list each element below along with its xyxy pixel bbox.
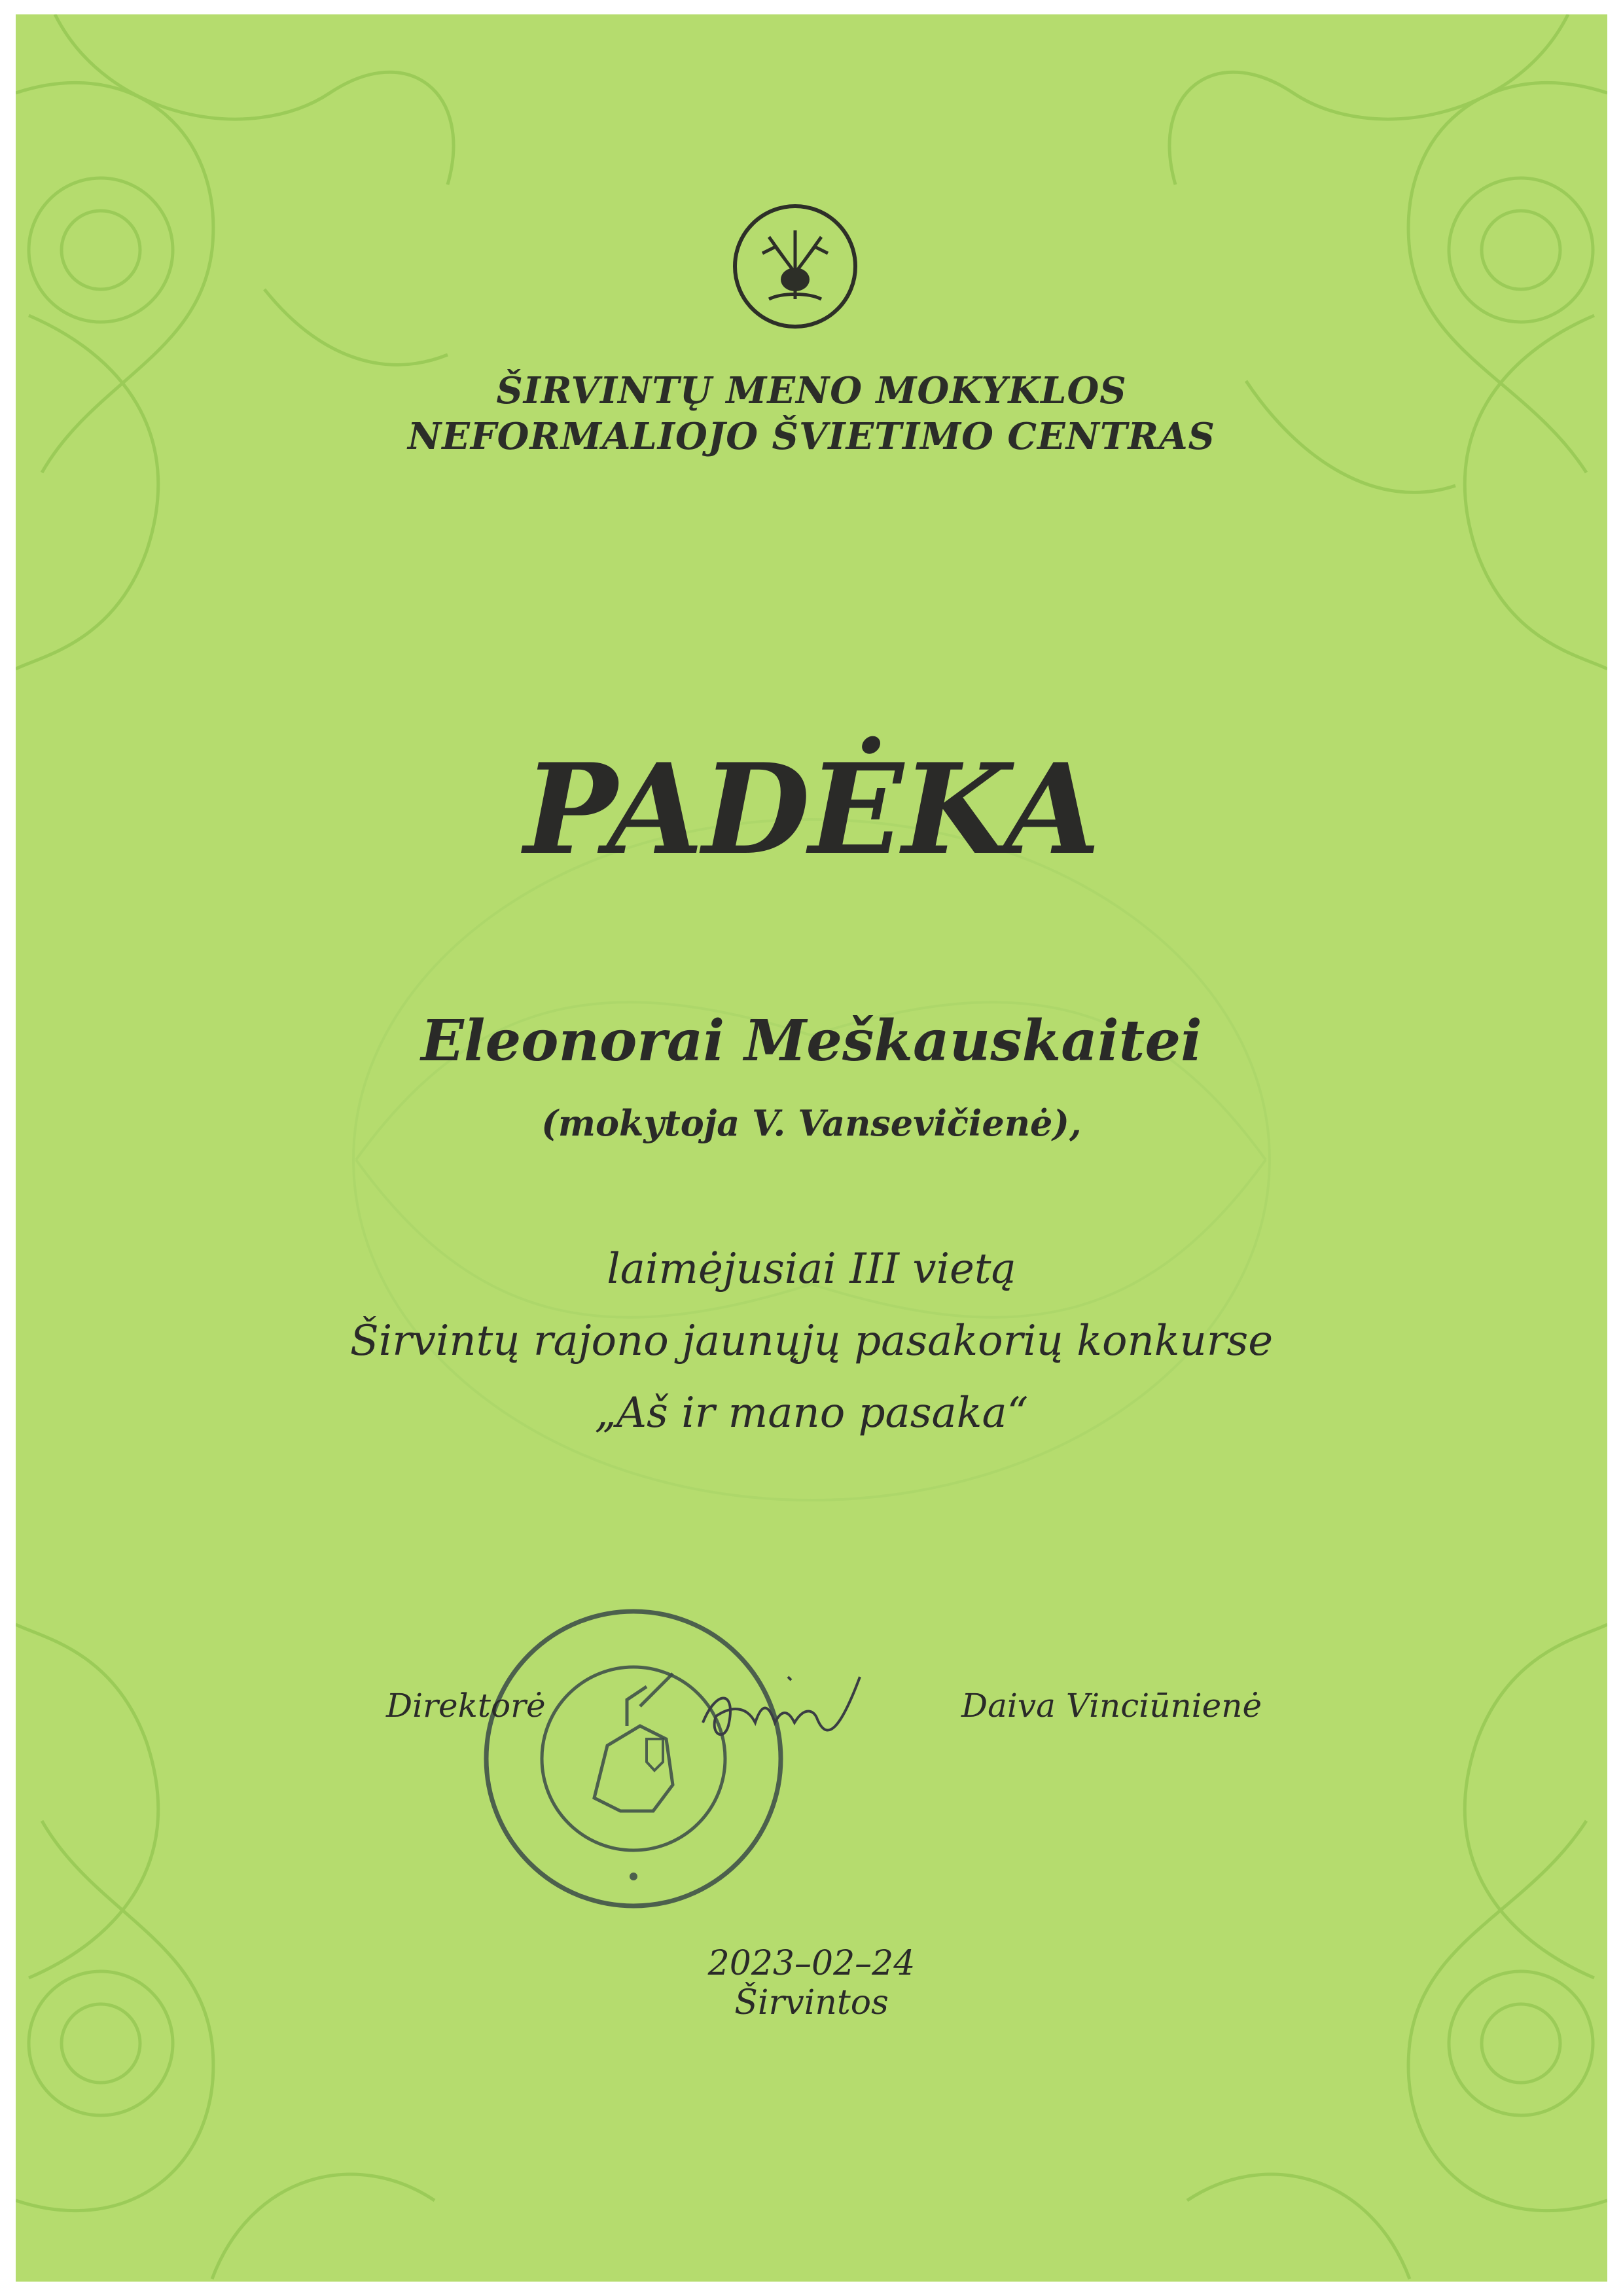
issue-place: Širvintos bbox=[734, 1983, 889, 2022]
certificate-sheet bbox=[16, 14, 1607, 2282]
institution-name-line-1: ŠIRVINTŲ MENO MOKYKLOS bbox=[496, 369, 1127, 412]
award-place-text: laimėjusiai III vietą bbox=[607, 1245, 1016, 1293]
floral-ornament-background bbox=[16, 14, 1607, 2282]
director-name: Daiva Vinciūnienė bbox=[961, 1687, 1262, 1725]
tree-emblem-icon bbox=[730, 201, 861, 332]
vytis-knight-icon bbox=[476, 1602, 791, 1916]
issue-date: 2023–02–24 bbox=[707, 1944, 916, 1983]
teacher-name: (mokytoja V. Vansevičienė), bbox=[541, 1102, 1082, 1144]
institution-name-line-2: NEFORMALIOJO ŠVIETIMO CENTRAS bbox=[408, 415, 1215, 458]
handwritten-signature bbox=[690, 1651, 886, 1755]
certificate-title: PADĖKA bbox=[524, 736, 1099, 882]
competition-title: „Aš ir mano pasaka“ bbox=[594, 1389, 1029, 1437]
competition-text: Širvintų rajono jaunųjų pasakorių konkurse bbox=[349, 1317, 1274, 1365]
signatory-role: Direktorė bbox=[386, 1687, 546, 1725]
recipient-name: Eleonorai Meškauskaitei bbox=[421, 1008, 1202, 1074]
